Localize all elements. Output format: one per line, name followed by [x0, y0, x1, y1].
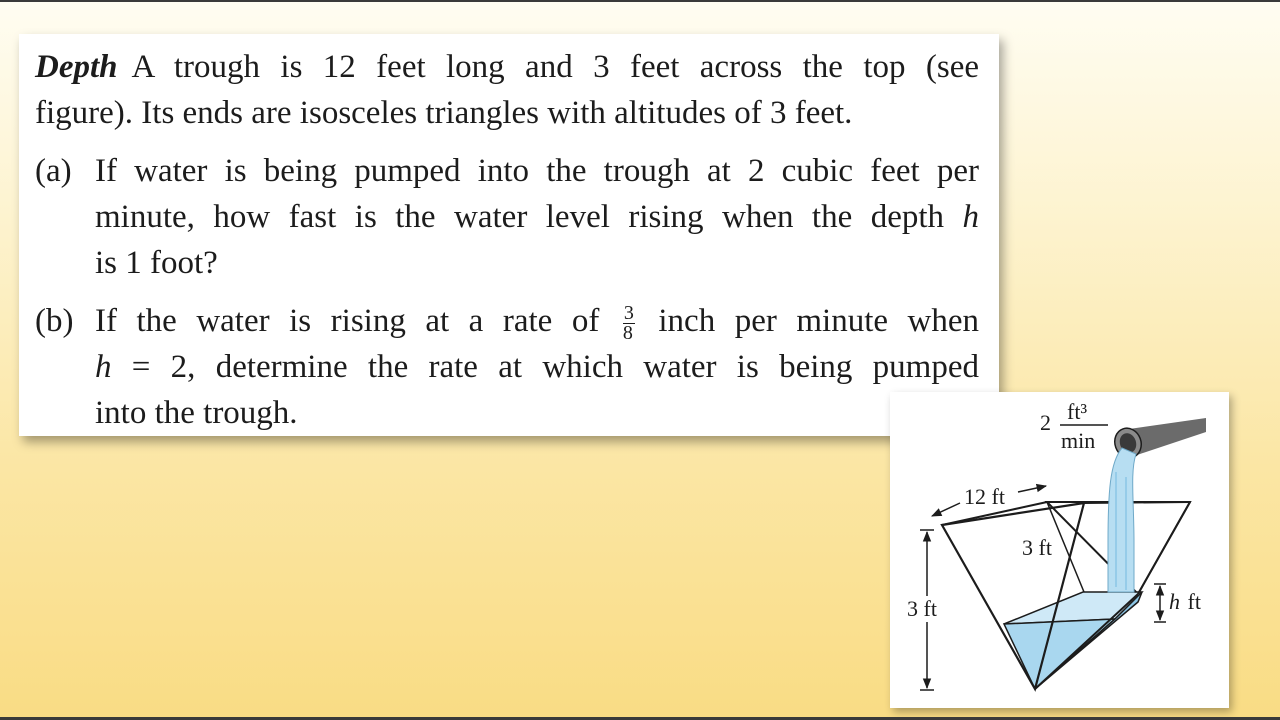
fraction-denominator: 8 — [622, 321, 633, 344]
part-a-label: (a) — [35, 153, 72, 189]
intro-line-1: A trough is 12 feet long and 3 feet across the top (see — [131, 49, 979, 85]
part-a-line-3-row — [95, 240, 979, 286]
intro-line-2-row — [35, 90, 979, 136]
water-stream — [1108, 448, 1136, 592]
part-b-label: (b) — [35, 303, 74, 339]
part-a-line-2: minute, how fast is the water level rising when the depth — [95, 199, 945, 235]
width-label: 3 ft — [1022, 535, 1052, 560]
top-border — [0, 0, 1280, 2]
length-arrow-left — [932, 503, 960, 516]
trough-top-right — [1084, 502, 1190, 503]
rate-coefficient: 2 — [1040, 410, 1051, 435]
fraction-numerator: 3 — [623, 301, 634, 324]
problem-title: Depth — [35, 49, 118, 85]
part-b-line-3: into the trough. — [95, 395, 298, 431]
part-b-line-1-post: inch per minute when — [658, 303, 980, 339]
problem-text — [35, 44, 979, 436]
length-arrow-right — [1018, 486, 1046, 492]
fraction-three-eighths — [622, 301, 635, 344]
part-a-var-h: h — [962, 199, 979, 235]
part-b-var-h: h — [95, 349, 112, 385]
part-a-line-1-row — [95, 148, 979, 194]
part-b-line-2-row — [95, 344, 979, 390]
part-b-line-3-row — [95, 390, 979, 436]
part-a-line-3: is 1 foot? — [95, 245, 218, 281]
depth-unit: ft — [1182, 589, 1201, 614]
part-a-line-2-row — [95, 194, 979, 240]
water-surface — [1004, 592, 1142, 624]
part-b-line-2: = 2, determine the rate at which water is being pumped — [111, 349, 979, 385]
trough-diagram — [890, 392, 1229, 708]
trough-figure — [890, 392, 1229, 708]
intro-line-2: figure). Its ends are isosceles triangles with altitudes of 3 feet. — [35, 95, 853, 131]
rate-unit-denominator: min — [1061, 428, 1096, 453]
part-b-line-1-pre: If the water is rising at a rate of — [95, 303, 600, 339]
part-a — [35, 148, 979, 286]
problem-card — [19, 34, 999, 436]
depth-variable: h — [1169, 589, 1180, 614]
height-label: 3 ft — [907, 596, 937, 621]
length-label: 12 ft — [964, 484, 1005, 509]
part-b-line-1-row — [95, 298, 979, 344]
part-a-line-1: If water is being pumped into the trough at 2 cubic feet per — [95, 153, 979, 189]
intro-paragraph — [35, 44, 979, 90]
part-b — [35, 298, 979, 436]
rate-unit-numerator: ft³ — [1067, 399, 1088, 424]
